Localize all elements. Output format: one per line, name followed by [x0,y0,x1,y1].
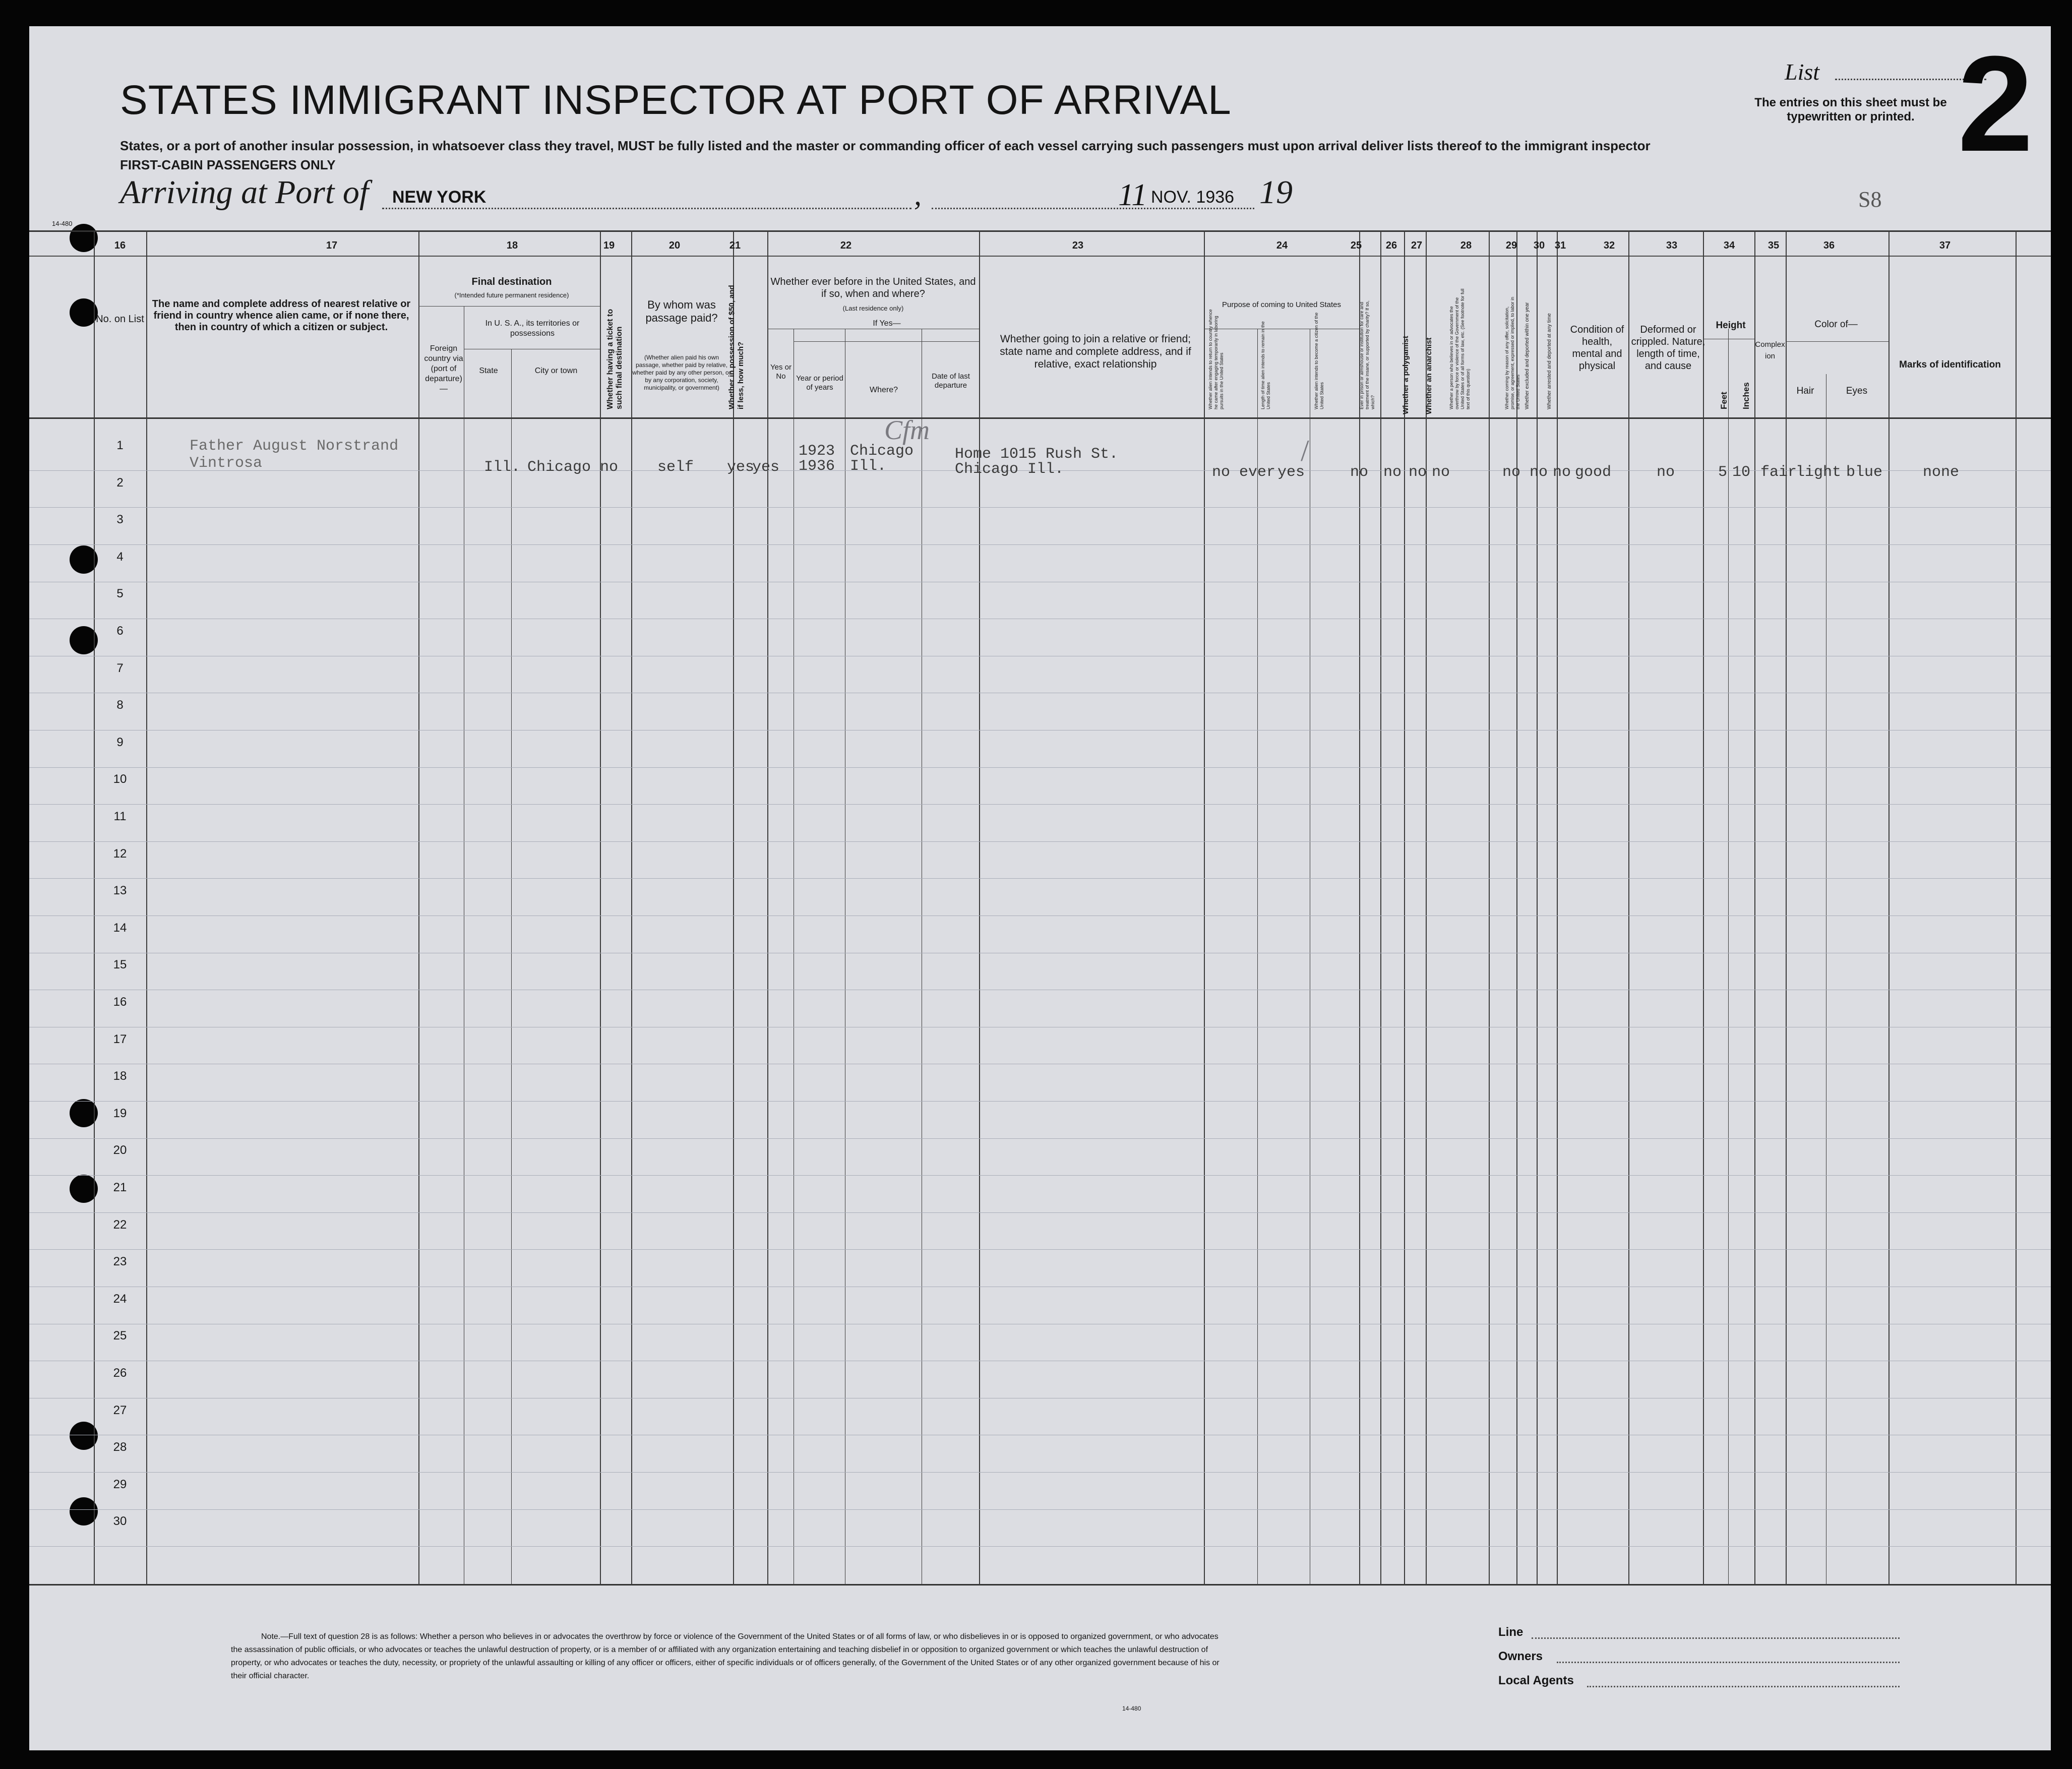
row-number: 28 [113,1440,127,1454]
header-inches: Inches [1741,382,1751,409]
column-separator [1404,230,1405,1585]
colnum-36: 36 [1823,240,1835,251]
header-color-of: Color of— [1814,319,1858,330]
row-rule [29,841,2051,842]
year-prefix: 19 [1259,174,1293,211]
row-number: 19 [113,1106,127,1120]
month-year-value: NOV. 1936 [1151,188,1235,207]
join-line-2: Chicago Ill. [955,461,1064,478]
anarchist-value: no [1409,464,1427,481]
row-number: 18 [113,1069,127,1083]
overthrow-value: no [1432,464,1450,481]
column-separator [1204,230,1205,1585]
row-rule [29,1546,2051,1547]
header-marks: Marks of identification [1899,359,2001,370]
header-final-destination: Final destination [471,276,552,287]
colnum-34: 34 [1723,240,1735,251]
header-purpose-length: Length of time alien intends to remain in the United States [1260,321,1271,409]
colnum-18: 18 [506,240,518,251]
header-health: Condition of health, mental and physical [1570,324,1624,372]
class-line: FIRST-CABIN PASSENGERS ONLY [120,157,336,172]
agents-label: Local Agents [1498,1674,1574,1687]
footer-form-code: 14-480 [1122,1705,1141,1712]
reference-number: S8 [1858,187,1882,212]
handwritten-annotation: Cfm [884,415,930,445]
row-number: 1 [116,439,124,452]
row-rule [29,1509,2051,1510]
ticket-value: no [600,459,619,476]
arriving-label: Arriving at Port of [120,174,369,211]
footnote: Note.—Full text of question 28 is as follows: Whether a person who believes in or advocates the overthrow by force or violence of the Government of the United States or of all forms of law, or who disbelieves in or is opposed to organized government, or who advocates the assassination of public officials, or who advocates or teaches the unlawful destruction of property, or is a member of or affiliated with any organization entertaining and teaching disbelief in or opposition to organized government or which teaches the unlawful destruction of property, or who advocates or teaches the duty, necessity, or propriety of the unlawful assaulting or killing of any officer or officers, either of specific individuals or of officers generally, of the Government of the United States or of any other organized government because of his or their official character. [231,1632,1220,1680]
row-number: 15 [113,958,127,972]
header-no-on-list: No. on List [96,314,144,325]
header-prison: Ever in prison or almshouse or institution for care and treatment of the insane, or supported by charity? If so, which? [1359,300,1375,409]
row-number: 25 [113,1329,127,1343]
colnum-21: 21 [729,240,741,251]
header-complexion: Complexion [1755,340,1785,360]
relative-name: Father August Norstrand [190,438,399,455]
complexion-value: fair [1760,464,1797,481]
column-separator [979,230,980,1585]
colnum-rule [29,256,2051,257]
header-eyes: Eyes [1846,386,1868,396]
header-deformed: Deformed or crippled. Nature, length of time, and cause [1631,324,1705,372]
header-overthrow: Whether a person who believes in or advocates the overthrow by force or violence of the Government of the United States or of all forms of law, etc. (See footnote for full text of this question) [1449,288,1471,409]
header-in-usa: In U. S. A., its territories or possessions [485,319,580,338]
header-year: Year or period of years [796,374,843,392]
date-underline [932,208,1254,209]
header-date-departure: Date of last departure [932,372,970,390]
header-yes-no: Yes or No [770,363,791,381]
deformed-value: no [1657,464,1675,481]
page-title: STATES IMMIGRANT INSPECTOR AT PORT OF ARRIVAL [120,77,1232,123]
column-separator [733,230,734,1585]
header-bottom-rule [29,417,2051,419]
header-final-destination-note: (*Intended future permanent residence) [454,291,569,299]
offer-value: no [1502,464,1521,481]
row-number: 12 [113,846,127,861]
column-separator [1516,230,1517,1585]
column-separator [1380,230,1381,1585]
header-purpose: Purpose of coming to United States [1222,300,1341,309]
colnum-28: 28 [1460,240,1472,251]
row-number: 24 [113,1292,127,1306]
page-subtitle: States, or a port of another insular possession, in whatsoever class they travel, MUST be fully listed and the master or commanding officer of each vessel carrying such passengers must upon arrival deliver lists thereof to the immigrant inspector [120,138,1651,153]
row-number: 16 [113,995,127,1009]
colnum-33: 33 [1666,240,1678,251]
inches-value: 10 [1732,464,1751,481]
colnum-16: 16 [114,240,126,251]
purpose-return-value: no [1212,464,1231,481]
colnum-25: 25 [1350,240,1362,251]
column-separator [1489,230,1490,1585]
purpose-length-value: ever [1239,464,1276,481]
port-value: NEW YORK [392,188,486,207]
header-ticket: Whether having a ticket to such final destination [606,309,624,409]
column-separator [1557,230,1558,1585]
header-subrule [794,341,979,342]
line-label: Line [1498,1625,1523,1639]
manifest-sheet [29,26,2051,1750]
row-number: 29 [113,1477,127,1491]
header-where: Where? [869,386,898,394]
header-arrested: Whether arrested and deported at any time [1547,313,1552,409]
row-number: 11 [113,810,127,823]
row-number: 10 [113,772,127,786]
list-label: List [1785,59,1820,85]
agents-underline [1587,1686,1900,1687]
column-separator [1628,230,1629,1585]
row-rule [29,1472,2051,1473]
row-number: 7 [116,661,124,675]
day-value: 11 [1118,178,1147,212]
row-number: 21 [113,1181,127,1194]
column-separator [94,230,95,1585]
header-city: City or town [534,367,578,375]
column-separator [1703,230,1704,1585]
colnum-37: 37 [1939,240,1951,251]
column-separator [767,230,768,1585]
header-excluded: Whether excluded and deported within one year [1525,302,1530,409]
sub-column-separator [1257,329,1258,1585]
colnum-19: 19 [603,240,615,251]
colnum-22: 22 [840,240,852,251]
colnum-32: 32 [1603,240,1615,251]
polygamist-value: no [1383,464,1402,481]
column-separator [1786,230,1787,1585]
row-rule [29,1175,2051,1176]
arrested-value: no [1553,464,1571,481]
relative-town: Vintrosa [190,455,263,472]
column-separator [1754,230,1755,1585]
row-rule [29,1138,2051,1139]
column-separator [2016,230,2017,1585]
row-number: 14 [113,921,127,935]
line-underline [1532,1637,1900,1639]
row-number: 6 [116,624,124,638]
colnum-23: 23 [1072,240,1084,251]
sheet-number: 2 [1958,28,2034,180]
checkmark: / [1301,434,1309,467]
prison-value: no [1350,464,1369,481]
column-separator [1537,230,1538,1585]
purpose-citizen-value: yes [1277,464,1305,481]
header-join-relative: Whether going to join a relative or friend; state name and complete address, and if relative, exact relationship [1000,333,1191,370]
header-polygamist: Whether a polygamist [1401,336,1410,414]
ever-before-value: yes [752,459,780,476]
header-if-yes: If Yes— [873,319,901,328]
row-rule [29,767,2051,768]
row-number: 30 [113,1514,127,1529]
header-ever-before-note: (Last residence only) [842,304,904,312]
colnum-26: 26 [1385,240,1397,251]
row-rule [29,544,2051,545]
header-subrule [1786,341,1888,342]
header-height: Height [1716,320,1746,331]
colnum-17: 17 [326,240,338,251]
owners-underline [1557,1662,1900,1663]
form-code: 14-480 [52,220,73,227]
row-rule [29,1212,2051,1213]
feet-value: 5 [1718,464,1728,481]
sub-column-separator [1728,329,1729,1585]
colnum-27: 27 [1411,240,1423,251]
row-number: 8 [116,698,124,712]
column-separator [146,230,147,1585]
years-line-2: 1936 [799,458,835,475]
row-number: 26 [113,1366,127,1380]
owners-label: Owners [1498,1650,1543,1663]
port-underline [382,208,911,209]
header-feet: Feet [1719,392,1729,409]
eyes-value: blue [1846,464,1883,481]
colnum-35: 35 [1768,240,1780,251]
header-state: State [479,367,498,375]
excluded-value: no [1530,464,1548,481]
row-rule [29,507,2051,508]
row-rule [29,878,2051,879]
row-number: 27 [113,1403,127,1417]
column-separator [600,230,601,1585]
row-number: 3 [116,513,124,527]
row-number: 13 [113,884,127,898]
column-separator [1359,230,1360,1585]
row-number: 22 [113,1217,127,1232]
row-number: 2 [116,475,124,490]
row-number: 5 [116,587,124,601]
column-separator [418,230,419,1585]
row-rule [29,804,2051,805]
header-anarchist: Whether an anarchist [1425,337,1433,414]
column-separator [631,230,632,1585]
header-purpose-return: Whether alien intends to return to country whence he came after engaging temporarily in laboring pursuits in the United States [1208,309,1224,409]
join-line-1: Home 1015 Rush St. [955,446,1119,463]
column-separator [1426,230,1427,1585]
where-line-2: Ill. [850,458,887,475]
money-value: yes [727,459,755,476]
typewritten-note: The entries on this sheet must be typewritten or printed. [1754,96,1947,124]
row-rule [29,1101,2051,1102]
row-number: 9 [116,735,124,749]
sub-column-separator [511,349,512,1585]
column-separator [1888,230,1890,1585]
header-fifty-dollars: Whether in possession of $50, and if less, how much? [727,285,745,409]
colnum-24: 24 [1276,240,1288,251]
header-passage-paid-note: (Whether alien paid his own passage, whether paid by relative, whether paid by any other person, or by any corporation, society, municipality, or government) [632,354,731,391]
row-rule [29,1249,2051,1250]
destination-city: Chicago [527,459,591,476]
marks-value: none [1923,464,1960,481]
header-subrule [418,306,600,307]
row-number: 17 [113,1032,127,1046]
header-hair: Hair [1796,386,1814,396]
table-bottom-rule [29,1584,2051,1585]
row-number: 4 [116,550,124,564]
table-top-rule [29,230,2051,232]
colnum-20: 20 [668,240,681,251]
colnum-31: 31 [1554,240,1566,251]
colnum-30: 30 [1533,240,1545,251]
hair-value: light [1796,464,1842,481]
health-value: good [1575,464,1612,481]
row-number: 20 [113,1143,127,1157]
paid-by-value: self [657,459,694,476]
header-foreign-country: Foreign country via (port of departure)— [424,344,463,393]
destination-state: Ill. [484,459,521,476]
row-number: 23 [113,1255,127,1269]
header-ever-before: Whether ever before in the United States, and if so, when and where? [770,276,976,299]
comma-mark: , [914,178,922,211]
header-passage-paid: By whom was passage paid? [645,298,718,324]
header-nearest-relative: The name and complete address of nearest relative or friend in country whence alien came, or if none there, then in country of which a citizen or subject. [152,298,411,333]
colnum-29: 29 [1505,240,1517,251]
header-offer: Whether coming by reason of any offer, solicitation, promise, or agreement, expressed or implied, to labor in the United States [1504,296,1520,409]
years-line-1: 1923 [799,443,835,460]
header-purpose-citizen: Whether alien intends to become a citizen of the United States [1314,312,1324,409]
where-line-1: Chicago [850,443,914,460]
